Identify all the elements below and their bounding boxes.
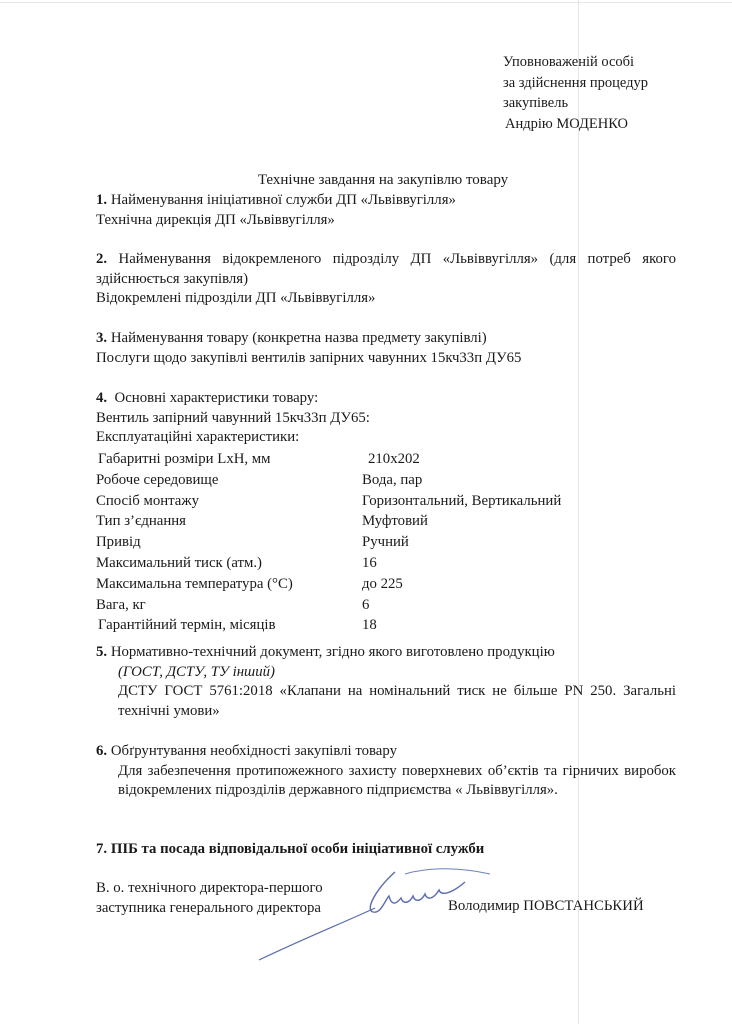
row-value: Горизонтальний, Вертикальний [362,492,562,509]
section-3-heading-text: Найменування товару (конкретна назва предмету закупівлі) [110,330,487,346]
section-2-number: 2. [96,251,108,267]
section-7-number: 7. [96,841,108,857]
document-title: Технічне завдання на закупівлю товару [257,172,509,188]
section-6 [96,742,676,801]
signatory-position-line-2: заступника генерального директора [96,900,321,916]
row-key: Максимальна температура (°С) [96,575,293,592]
row-key: Максимальний тиск (атм.) [96,554,262,571]
section-7-heading-text: ПІБ та посада відповідальної особи ініціативної служби [110,841,485,857]
scan-artifact-top [0,2,732,3]
row-value: 18 [362,617,377,634]
section-4-subheading: Експлуатаційні характеристики: [96,429,300,445]
section-2-heading [96,250,676,289]
row-key: Привід [96,534,141,551]
section-1-text: Технічна дирекція ДП «Львіввугілля» [96,211,335,228]
addressee-name: Андрію МОДЕНКО [505,115,628,132]
addressee-block [503,52,648,134]
row-value: Муфтовий [362,513,428,530]
section-6-text: Для забезпечення протипожежного захисту поверхневих об’єктів та гірничих виробок відокремлених підрозділів державного підприємства « Львіввугілля». [118,762,676,798]
scan-artifact-vertical [578,0,579,1024]
signatory-name: Володимир ПОВСТАНСЬКИЙ [448,898,644,914]
section-6-number: 6. [96,743,108,759]
section-4-heading-text: Основні характеристики товару: [114,390,319,406]
section-6-heading [96,742,676,762]
row-key: Робоче середовище [96,471,219,488]
row-key: Спосіб монтажу [96,492,199,509]
section-1-number: 1. [96,192,108,208]
row-key: Тип з’єднання [96,513,186,530]
section-1 [96,191,676,230]
section-3-heading [96,329,676,349]
section-5-text: ДСТУ ГОСТ 5761:2018 «Клапани на номінальний тиск не більше PN 250. Загальні технічні умови» [118,683,676,719]
section-2 [96,250,676,309]
row-key: Гарантійний термін, місяців [98,617,276,634]
row-value: до 225 [362,575,403,592]
row-value: 6 [362,596,370,613]
section-5-heading-text: Нормативно-технічний документ, згідно якого виготовлено продукцію [110,644,555,660]
section-3-text: Послуги щодо закупівлі вентилів запірних чавунних 15кч33п ДУ65 [96,349,522,366]
section-4-number: 4. [96,390,108,406]
section-4-heading [96,389,676,409]
row-value: 210x202 [368,451,420,467]
section-3-number: 3. [96,330,108,346]
section-4-item: Вентиль запірний чавунний 15кч33п ДУ65: [96,409,370,426]
handwritten-signature [255,860,505,970]
section-7 [96,840,676,860]
addressee-line-2: за здійснення процедур [503,74,649,91]
section-4 [96,389,676,448]
row-key: Вага, кг [96,596,146,613]
signatory-position-line-1: В. о. технічного директора-першого [96,880,323,896]
section-5-number: 5. [96,644,108,660]
section-2-text: Відокремлені підрозділи ДП «Львіввугілля» [96,290,376,306]
row-key: Габаритні розміри LxH, мм [98,451,271,467]
row-value: 16 [362,554,377,571]
row-value: Ручний [362,534,409,551]
section-5-heading-italic: (ГОСТ, ДСТУ, ТУ інший) [118,663,275,680]
section-3 [96,329,676,368]
section-1-heading [96,191,676,211]
row-value: Вода, пар [362,471,423,488]
addressee-line-3: закупівель [503,95,569,111]
section-6-heading-text: Обґрунтування необхідності закупівлі товару [110,743,397,759]
section-2-heading-text: Найменування відокремленого підрозділу ДП «Львіввугілля» (для потреб якого здійснюється закупівля) [96,251,676,287]
section-5 [96,643,676,721]
addressee-line-1: Уповноваженій особі [503,54,635,70]
section-7-heading [96,840,676,860]
section-5-heading [96,643,676,663]
section-1-heading-text: Найменування ініціативної служби ДП «Львіввугілля» [110,192,456,208]
